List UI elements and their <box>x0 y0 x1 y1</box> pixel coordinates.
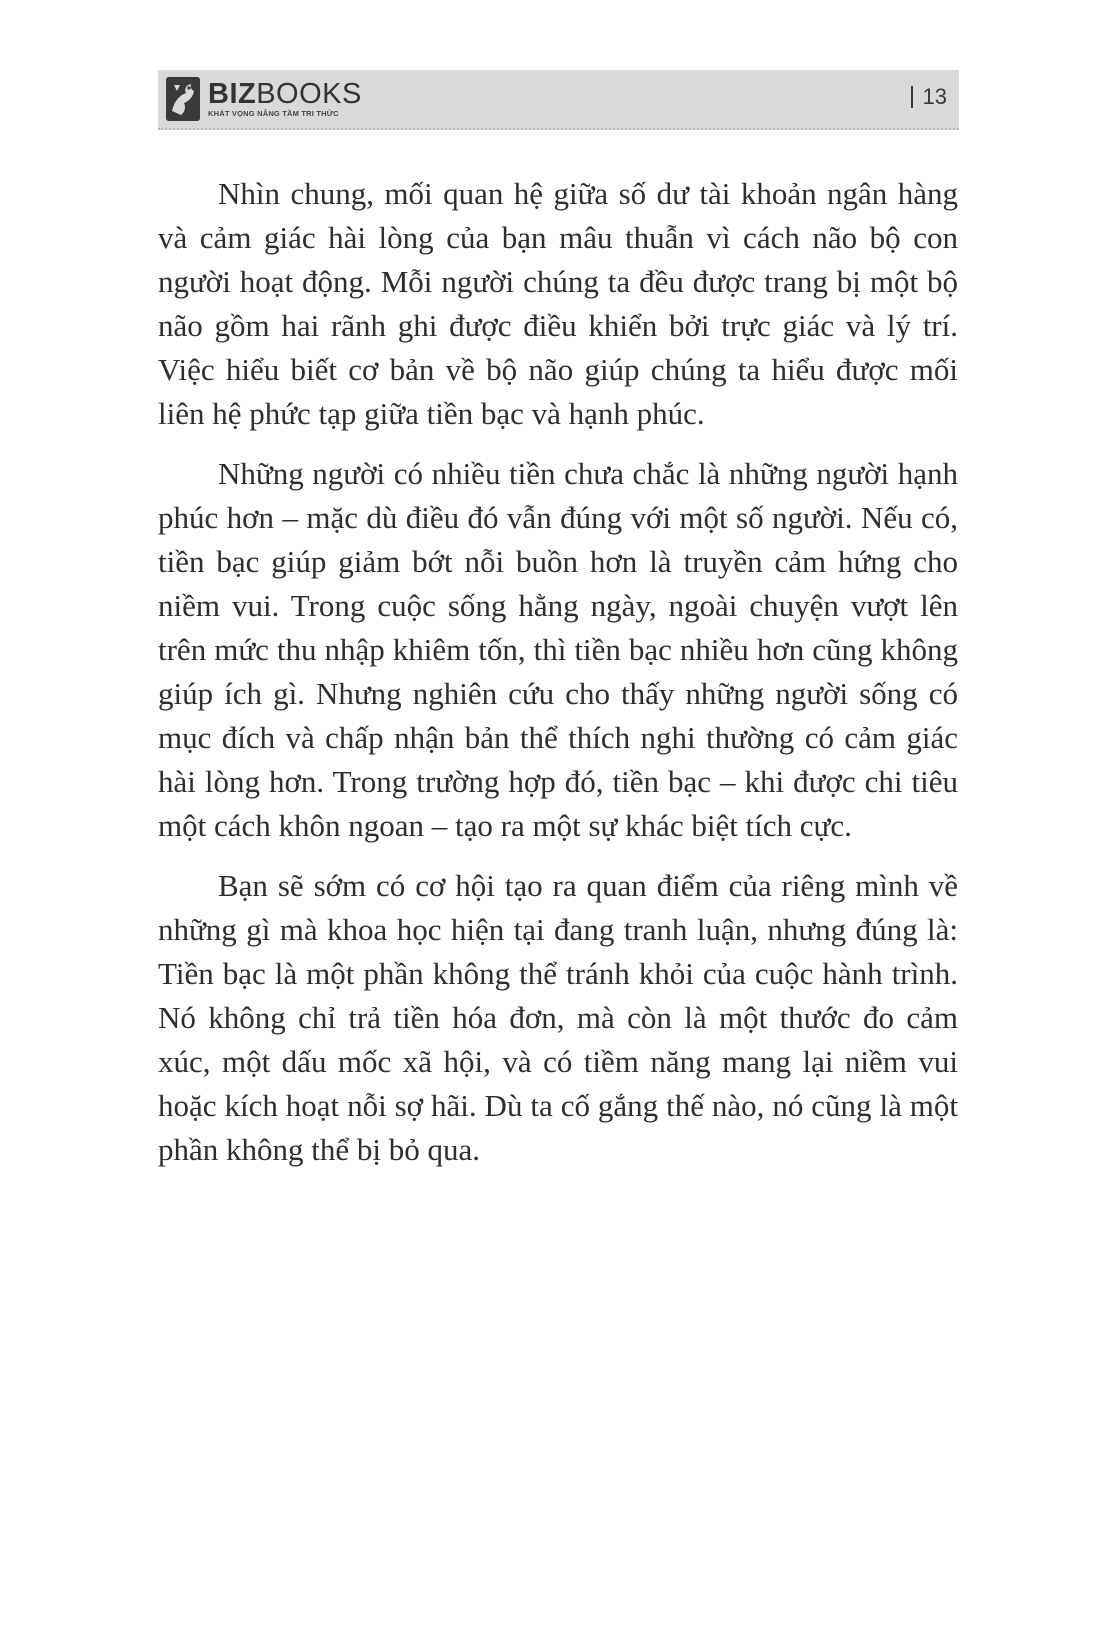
brand-name <box>208 77 362 110</box>
paragraph-1: Nhìn chung, mối quan hệ giữa số dư tài khoản ngân hàng và cảm giác hài lòng của bạn mâu thuẫn vì cách não bộ con người hoạt động. Mỗi người chúng ta đều được trang bị một bộ não gồm hai rãnh ghi được điều khiển bởi trực giác và lý trí. Việc hiểu biết cơ bản về bộ não giúp chúng ta hiểu được mối liên hệ phức tạp giữa tiền bạc và hạnh phúc. <box>158 176 958 431</box>
page-number-separator <box>911 86 913 108</box>
bizbooks-logo-icon <box>166 77 200 121</box>
body-text <box>158 172 958 1188</box>
brand-tagline: KHÁT VỌNG NÂNG TẦM TRI THỨC <box>208 108 339 118</box>
brand-name-regular: BOOKS <box>256 77 362 110</box>
paragraph-2: Những người có nhiều tiền chưa chắc là những người hạnh phúc hơn – mặc dù điều đó vẫn đúng với một số người. Nếu có, tiền bạc giúp giảm bớt nỗi buồn hơn là truyền cảm hứng cho niềm vui. Trong cuộc sống hằng ngày, ngoài chuyện vượt lên trên mức thu nhập khiêm tốn, thì tiền bạc nhiều hơn cũng không giúp ích gì. Nhưng nghiên cứu cho thấy những người sống có mục đích và chấp nhận bản thể thích nghi thường có cảm giác hài lòng hơn. Trong trường hợp đó, tiền bạc – khi được chi tiêu một cách khôn ngoan – tạo ra một sự khác biệt tích cực. <box>158 456 958 843</box>
page-number <box>911 82 947 112</box>
page-number-value: 13 <box>922 84 947 109</box>
running-header <box>158 70 959 130</box>
brand-name-bold: BIZ <box>208 77 257 110</box>
publisher-logo <box>166 76 362 122</box>
paragraph-3: Bạn sẽ sớm có cơ hội tạo ra quan điểm của riêng mình về những gì mà khoa học hiện tại đang tranh luận, nhưng đúng là: Tiền bạc là một phần không thể tránh khỏi của cuộc hành trình. Nó không chỉ trả tiền hóa đơn, mà còn là một thước đo cảm xúc, một dấu mốc xã hội, và có tiềm năng mang lại niềm vui hoặc kích hoạt nỗi sợ hãi. Dù ta cố gắng thế nào, nó cũng là một phần không thể bị bỏ qua. <box>158 868 958 1167</box>
logo-text <box>208 77 362 119</box>
